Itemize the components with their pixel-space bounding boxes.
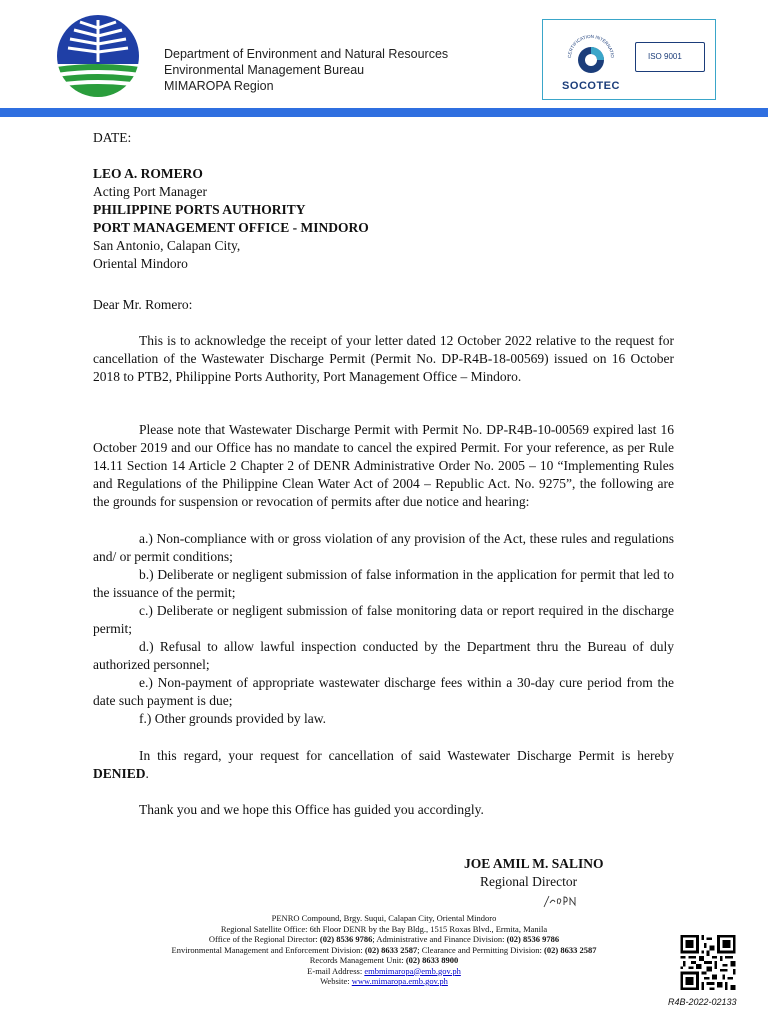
date-label: DATE: [93,130,132,145]
footer-phone: (02) 8633 8900 [405,955,459,965]
recipient-org-2: PORT MANAGEMENT OFFICE - MINDORO [93,220,369,235]
footer-label: ; Administrative and Finance Division: [372,934,507,944]
agency-line-3: MIMAROPA Region [164,79,274,93]
list-item: b.) Deliberate or negligent submission of false information in the application for permit that led to the issuance of the permit; [93,567,674,600]
handwritten-initials [542,893,578,909]
recipient-org-1: PHILIPPINE PORTS AUTHORITY [93,202,306,217]
recipient-address-1: San Antonio, Calapan City, [93,238,241,253]
cert-ring-text: CERTIFICATION INTERNATIO [566,33,616,59]
list-item: d.) Refusal to allow lawful inspection conducted by the Department thru the Bureau of duly authorized personnel; [93,639,674,672]
iso-label: ISO 9001 [648,52,682,61]
closing-line: Thank you and we hope this Office has guided you accordingly. [139,802,484,817]
footer-phone: (02) 8633 2587 [544,944,597,955]
footer-contact [100,913,668,987]
document-code: R4B-2022-02133 [668,997,737,1007]
footer-line-4 [100,945,668,956]
qr-code-icon [678,935,738,990]
footer-phone: (02) 8536 9786 [319,934,373,944]
recipient-address-2: Oriental Mindoro [93,256,188,271]
recipient-block [93,165,369,273]
footer-line-7 [100,976,668,987]
paragraph-note: Please note that Wastewater Discharge Permit with Permit No. DP-R4B-10-00569 expired last 16 October 2019 and our Office has no mandate to cancel the expired Permit. For your reference, as per Rule 14.11 Section 14 Article 2 Chapter 2 of DENR Administrative Order No. 2005 – 10 “Implementing Rules and Regulations of the Philippine Clean Water Act of 2004 – Republic Act. No. 9275”, the following are the grounds for suspension or revocation of permits after due notice and hearing: [93,422,674,509]
footer-label: ; Clearance and Permitting Division: [417,944,545,955]
iso-badge [635,42,705,72]
agency-line-1: Department of Environment and Natural Resources [164,47,449,61]
denr-logo-icon [50,14,146,98]
footer-phone: (02) 8536 9786 [506,934,560,944]
decision-denied: DENIED [93,766,146,781]
signatory-title: Regional Director [480,874,578,889]
recipient-name: LEO A. ROMERO [93,166,203,181]
list-item: f.) Other grounds provided by law. [139,711,326,726]
signatory-name: JOE AMIL M. SALINO [464,856,604,871]
footer-line-3 [100,934,668,945]
footer-label: E-mail Address: [307,965,365,976]
socotec-logo-icon [561,28,621,78]
paragraph-acknowledgement: This is to acknowledge the receipt of your letter dated 12 October 2022 relative to the request for cancellation of the Wastewater Discharge Permit (Permit No. DP-R4B-18-00569) issued on 16 October 2018 to PTB2, Philippine Ports Authority, Port Management Office – Mindoro. [93,333,674,384]
website-link[interactable]: www.mimaropa.emb.gov.ph [351,976,448,986]
list-item: e.) Non-payment of appropriate wastewater discharge fees within a 30-day cure period from the date such payment is due; [93,675,674,708]
decision-text: In this regard, your request for cancellation of said Wastewater Discharge Permit is hereby [139,748,674,763]
agency-line-2: Environmental Management Bureau [164,63,365,77]
cert-brand: SOCOTEC [562,80,620,92]
footer-label: Website: [320,976,352,986]
paragraph-decision [93,747,674,783]
grounds-list [93,530,674,728]
list-item: a.) Non-compliance with or gross violation of any provision of the Act, these rules and regulations and/ or permit conditions; [93,531,674,564]
footer-line-2: Regional Satellite Office: 6th Floor DENR by the Bay Bldg., 1515 Roxas Blvd., Ermita, Manila [220,923,548,934]
list-item: c.) Deliberate or negligent submission of false monitoring data or report required in the discharge permit; [93,603,674,636]
footer-phone: (02) 8633 2587 [364,944,418,955]
footer-label: Environmental Management and Enforcement Division: [171,944,365,955]
email-link[interactable]: embmimaropa@emb.gov.ph [364,965,461,976]
certification-box [542,19,716,100]
decision-period: . [145,766,149,781]
header-divider [0,108,768,117]
footer-label: Office of the Regional Director: [208,934,320,944]
footer-label: Records Management Unit: [309,955,406,965]
footer-line-5 [100,955,668,966]
footer-line-1: PENRO Compound, Brgy. Suqui, Calapan City, Oriental Mindoro [271,913,497,923]
salutation: Dear Mr. Romero: [93,297,193,312]
recipient-title: Acting Port Manager [93,184,207,199]
agency-name [164,46,448,94]
footer-line-6 [100,966,668,977]
